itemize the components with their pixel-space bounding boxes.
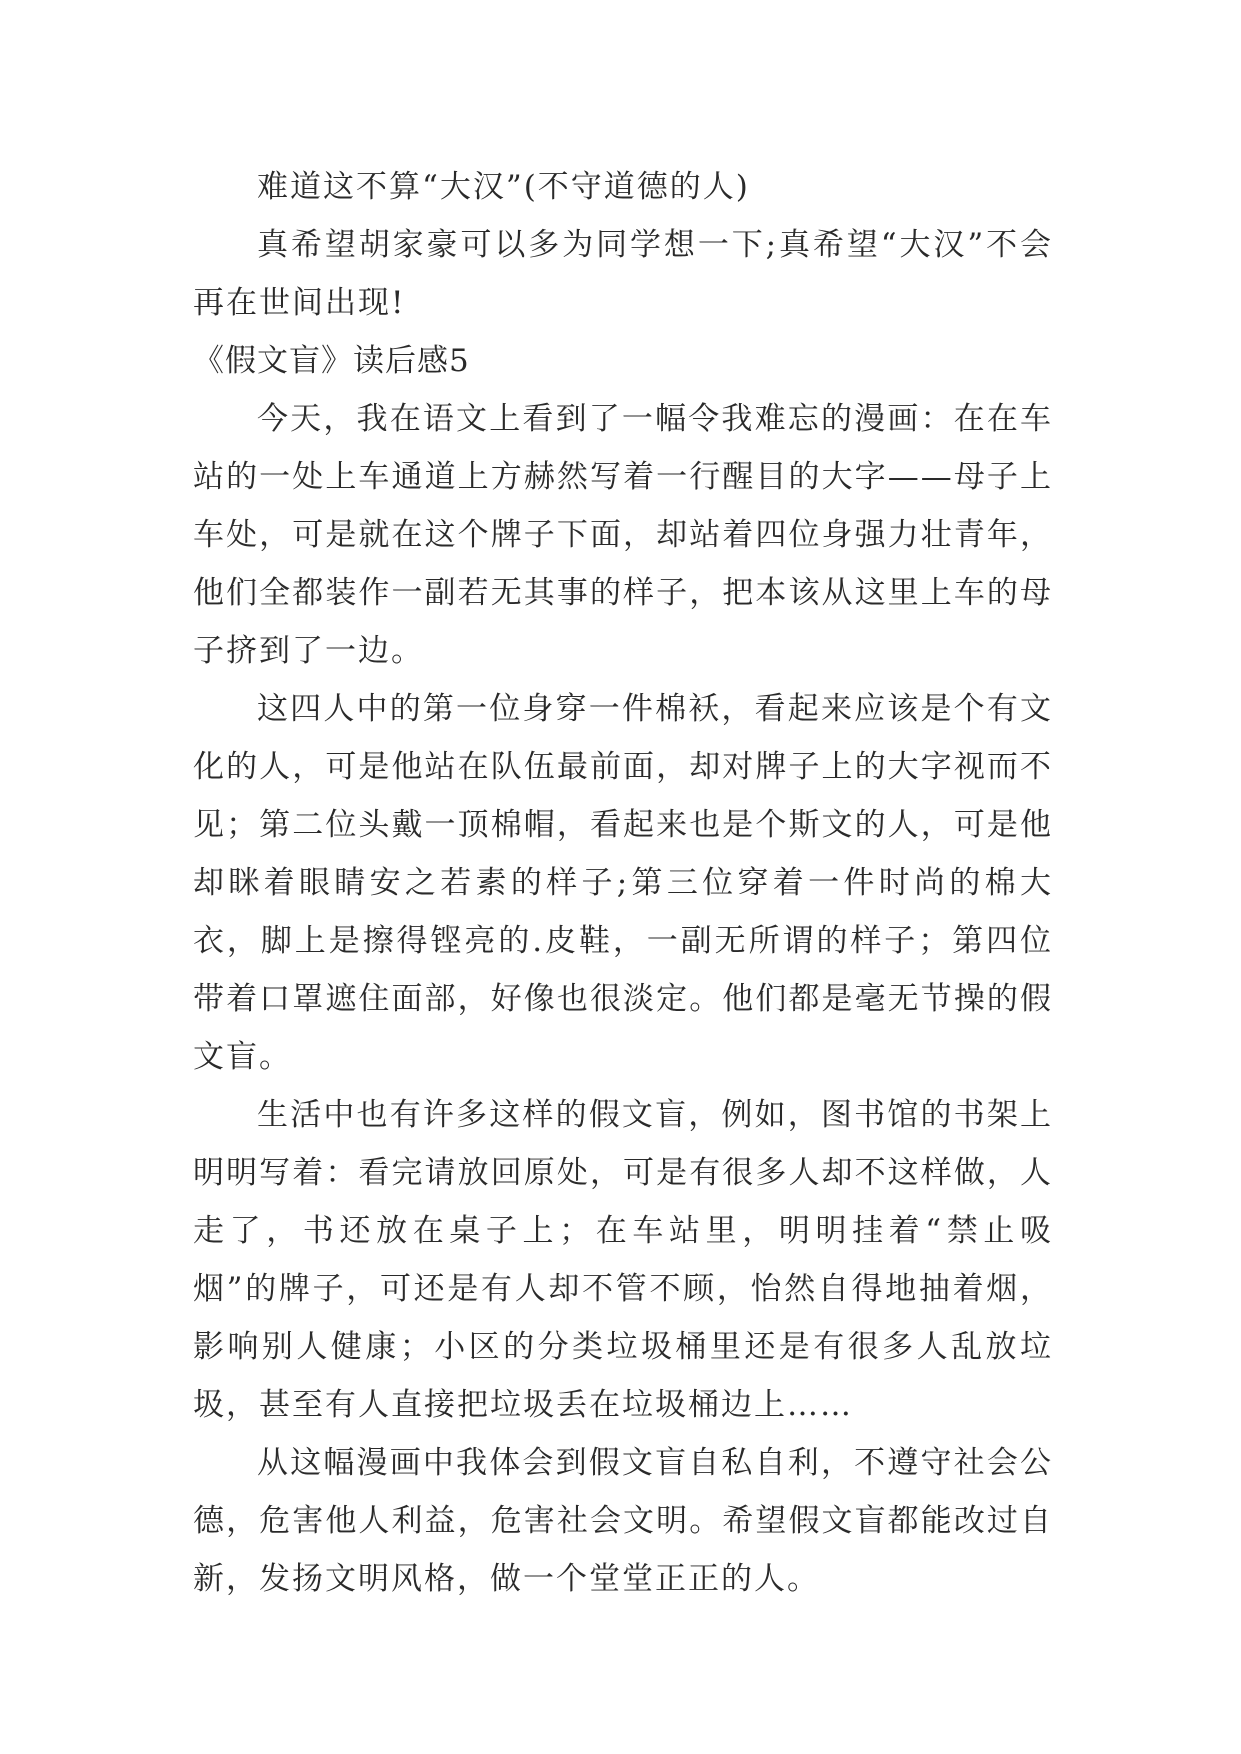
- paragraph-5: 生活中也有许多这样的假文盲，例如，图书馆的书架上明明写着：看完请放回原处，可是有很多人却不这样做，人走了，书还放在桌子上；在车站里，明明挂着“禁止吸烟”的牌子，可还是有人却不管不顾，怡然自得地抽着烟，影响别人健康；小区的分类垃圾桶里还是有很多人乱放垃圾，甚至有人直接把垃圾丢在垃圾桶边上……: [193, 1097, 1053, 1423]
- paragraph-4: 这四人中的第一位身穿一件棉袄，看起来应该是个有文化的人，可是他站在队伍最前面，却对牌子上的大字视而不见；第二位头戴一顶棉帽，看起来也是个斯文的人，可是他却眯着眼睛安之若素的样子;第三位穿着一件时尚的棉大衣，脚上是擦得铿亮的.皮鞋，一副无所谓的样子；第四位带着口罩遮住面部，好像也很淡定。他们都是毫无节操的假文盲。: [193, 691, 1053, 1075]
- section-heading: 《假文盲》读后感5: [193, 343, 470, 379]
- paragraph-1: 难道这不算“大汉”(不守道德的人): [257, 169, 750, 205]
- paragraph-2: 真希望胡家豪可以多为同学想一下;真希望“大汉”不会再在世间出现!: [193, 227, 1053, 321]
- paragraph-3: 今天，我在语文上看到了一幅令我难忘的漫画：在在车站的一处上车通道上方赫然写着一行醒目的大字——母子上车处，可是就在这个牌子下面，却站着四位身强力壮青年，他们全都装作一副若无其事的样子，把本该从这里上车的母子挤到了一边。: [193, 401, 1053, 669]
- document-body: [193, 158, 1053, 1608]
- paragraph-6: 从这幅漫画中我体会到假文盲自私自利，不遵守社会公德，危害他人利益，危害社会文明。希望假文盲都能改过自新，发扬文明风格，做一个堂堂正正的人。: [193, 1445, 1053, 1597]
